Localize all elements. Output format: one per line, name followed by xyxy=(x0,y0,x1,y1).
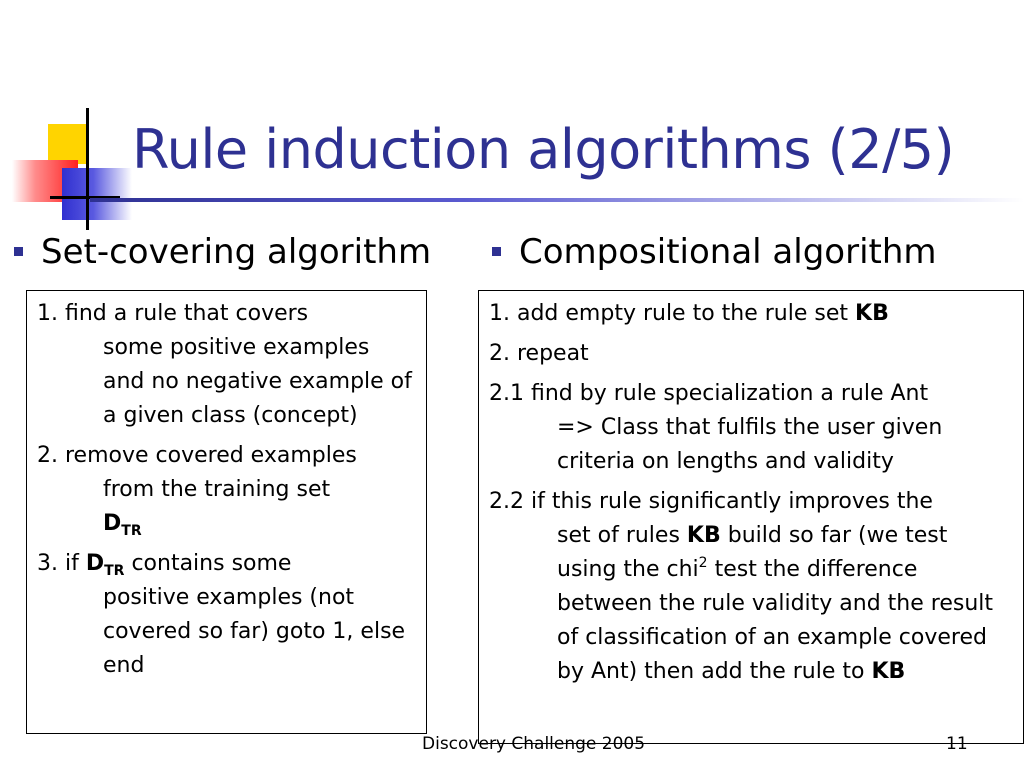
item-continuation xyxy=(489,519,1013,689)
logo-yellow-square xyxy=(48,124,88,164)
kb-label: KB xyxy=(686,523,721,548)
item-text: 2. repeat xyxy=(489,341,589,366)
slide-logo xyxy=(0,100,140,230)
kb-label: KB xyxy=(871,659,906,684)
item-text: test the difference between the rule validity and the result of classification of an example covered by Ant) then add the rule to xyxy=(557,557,994,684)
tr-subscript: TR xyxy=(121,523,142,539)
title-underline xyxy=(90,198,1024,202)
item-continuation: positive examples (not covered so far) goto 1, else end xyxy=(103,585,406,678)
list-item xyxy=(37,297,416,433)
list-item xyxy=(37,547,416,683)
item-text: from the training set xyxy=(103,477,331,502)
item-first-line xyxy=(37,551,292,579)
item-first-line: 2.2 if this rule significantly improves the xyxy=(489,489,933,514)
item-text: 1. add empty rule to the rule set xyxy=(489,301,856,326)
d-letter: D xyxy=(103,511,122,536)
dtr-symbol xyxy=(103,511,142,539)
item-text: set of rules xyxy=(557,523,687,548)
item-prefix: 3. if xyxy=(37,551,86,576)
right-heading-text: Compositional algorithm xyxy=(519,232,937,272)
item-first-line: 2. remove covered examples xyxy=(37,443,357,468)
superscript: 2 xyxy=(698,555,708,571)
item-text: build so far (we test using the chi xyxy=(557,523,948,582)
square-bullet-icon xyxy=(14,247,23,256)
kb-label: KB xyxy=(855,301,889,326)
left-heading xyxy=(14,232,431,272)
tr-subscript: TR xyxy=(104,563,125,579)
right-heading xyxy=(492,232,937,272)
square-bullet-icon xyxy=(492,247,501,256)
dtr-symbol xyxy=(85,551,125,579)
item-first-line: 1. find a rule that covers xyxy=(37,301,309,326)
logo-blue-square xyxy=(62,168,132,220)
footer-text: Discovery Challenge 2005 xyxy=(422,734,646,754)
item-first-line: 2.1 find by rule specialization a rule Ant xyxy=(489,381,929,406)
list-item xyxy=(37,439,416,541)
compositional-box xyxy=(478,290,1024,744)
item-continuation: => Class that fulfils the user given criteria on lengths and validity xyxy=(557,415,943,474)
set-covering-box xyxy=(26,290,427,734)
item-continuation xyxy=(37,473,416,541)
page-number: 11 xyxy=(946,734,968,754)
list-item xyxy=(489,377,1013,479)
list-item xyxy=(489,297,1013,331)
list-item xyxy=(489,485,1013,689)
slide-title: Rule induction algorithms (2/5) xyxy=(132,118,955,181)
left-heading-text: Set-covering algorithm xyxy=(41,232,432,272)
item-suffix: contains some xyxy=(124,551,292,576)
logo-vertical-line xyxy=(86,108,89,230)
item-continuation: some positive examples and no negative example of a given class (concept) xyxy=(103,335,412,428)
list-item xyxy=(489,337,1013,371)
d-letter: D xyxy=(85,551,105,576)
